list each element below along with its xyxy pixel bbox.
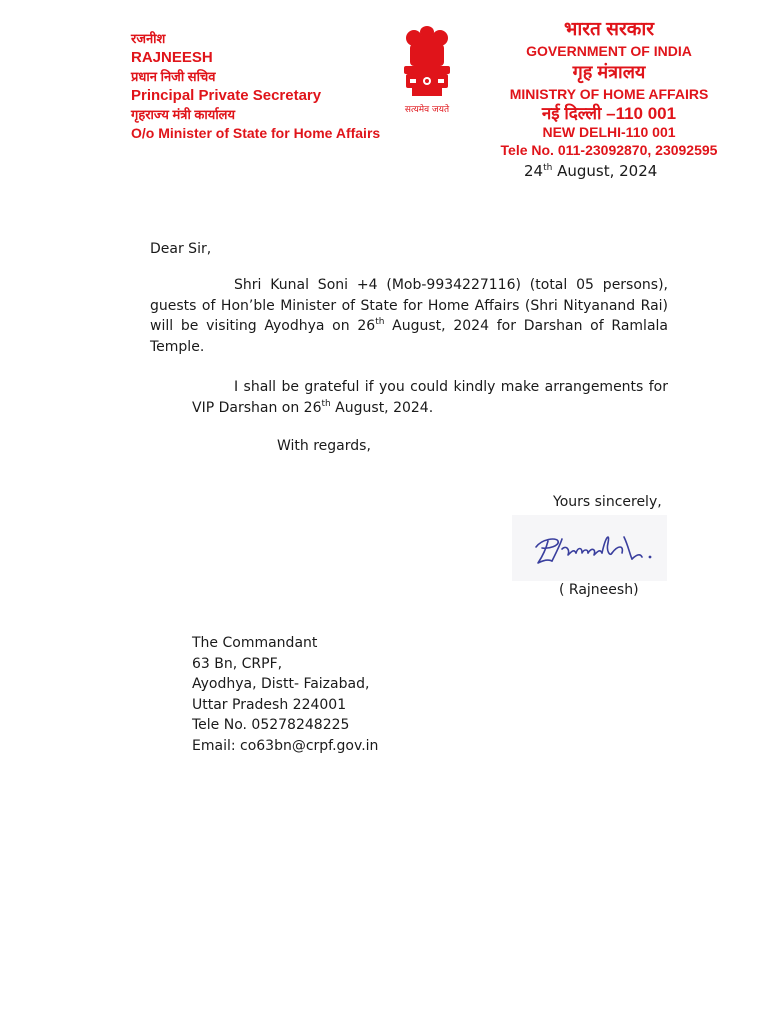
- city-hindi: नई दिल्ली –110 001: [541, 104, 677, 123]
- signature-icon: [512, 515, 667, 581]
- letterhead-sender: [131, 29, 380, 143]
- recipient-phone: Tele No. 05278248225: [192, 717, 350, 733]
- handwritten-signature: [512, 515, 667, 581]
- svg-text:सत्यमेव जयते: सत्यमेव जयते: [404, 105, 450, 115]
- signatory-name: ( Rajneesh): [559, 582, 639, 598]
- recipient-address: [192, 633, 378, 756]
- recipient-title: The Commandant: [192, 635, 318, 651]
- ministry-phone: Tele No. 011-23092870, 23092595: [500, 142, 718, 158]
- regards-line: With regards,: [277, 438, 371, 454]
- body-paragraph-2: I shall be grateful if you could kindly make arrangements for VIP Darshan on 26th August, 2024.: [192, 379, 668, 416]
- sender-office: O/o Minister of State for Home Affairs: [131, 125, 381, 141]
- salutation: Dear Sir,: [150, 241, 212, 257]
- closing-line: Yours sincerely,: [553, 494, 662, 510]
- recipient-unit: 63 Bn, CRPF,: [192, 655, 283, 672]
- letter-date: 24th August, 2024: [524, 162, 658, 180]
- body-paragraph-1: Shri Kunal Soni +4 (Mob-9934227116) (total 05 persons), guests of Hon’ble Minister of State for Home Affairs (Shri Nityanand Rai) will be visiting Ayodhya on 26th August, 2024 for Darshan of Ramlala Temple.: [150, 277, 668, 355]
- govt-name: GOVERNMENT OF INDIA: [526, 43, 692, 59]
- national-emblem: [392, 24, 462, 116]
- sender-name: RAJNEESH: [131, 49, 213, 66]
- sender-office-hindi: गृहराज्य मंत्री कार्यालय: [131, 107, 236, 122]
- recipient-city: Ayodhya, Distt- Faizabad,: [192, 676, 370, 692]
- city: NEW DELHI-110 001: [542, 124, 676, 140]
- ministry-name: MINISTRY OF HOME AFFAIRS: [509, 86, 709, 102]
- letterhead-ministry: [493, 18, 725, 159]
- recipient-state: Uttar Pradesh 224001: [192, 696, 347, 713]
- ashoka-emblem-icon: [392, 24, 462, 116]
- govt-name-hindi: भारत सरकार: [563, 19, 655, 40]
- sender-name-hindi: रजनीश: [131, 31, 166, 46]
- sender-designation-hindi: प्रधान निजी सचिव: [131, 69, 216, 84]
- recipient-email: Email: co63bn@crpf.gov.in: [192, 737, 379, 754]
- sender-designation: Principal Private Secretary: [131, 87, 322, 104]
- ministry-name-hindi: गृह मंत्रालय: [572, 62, 646, 82]
